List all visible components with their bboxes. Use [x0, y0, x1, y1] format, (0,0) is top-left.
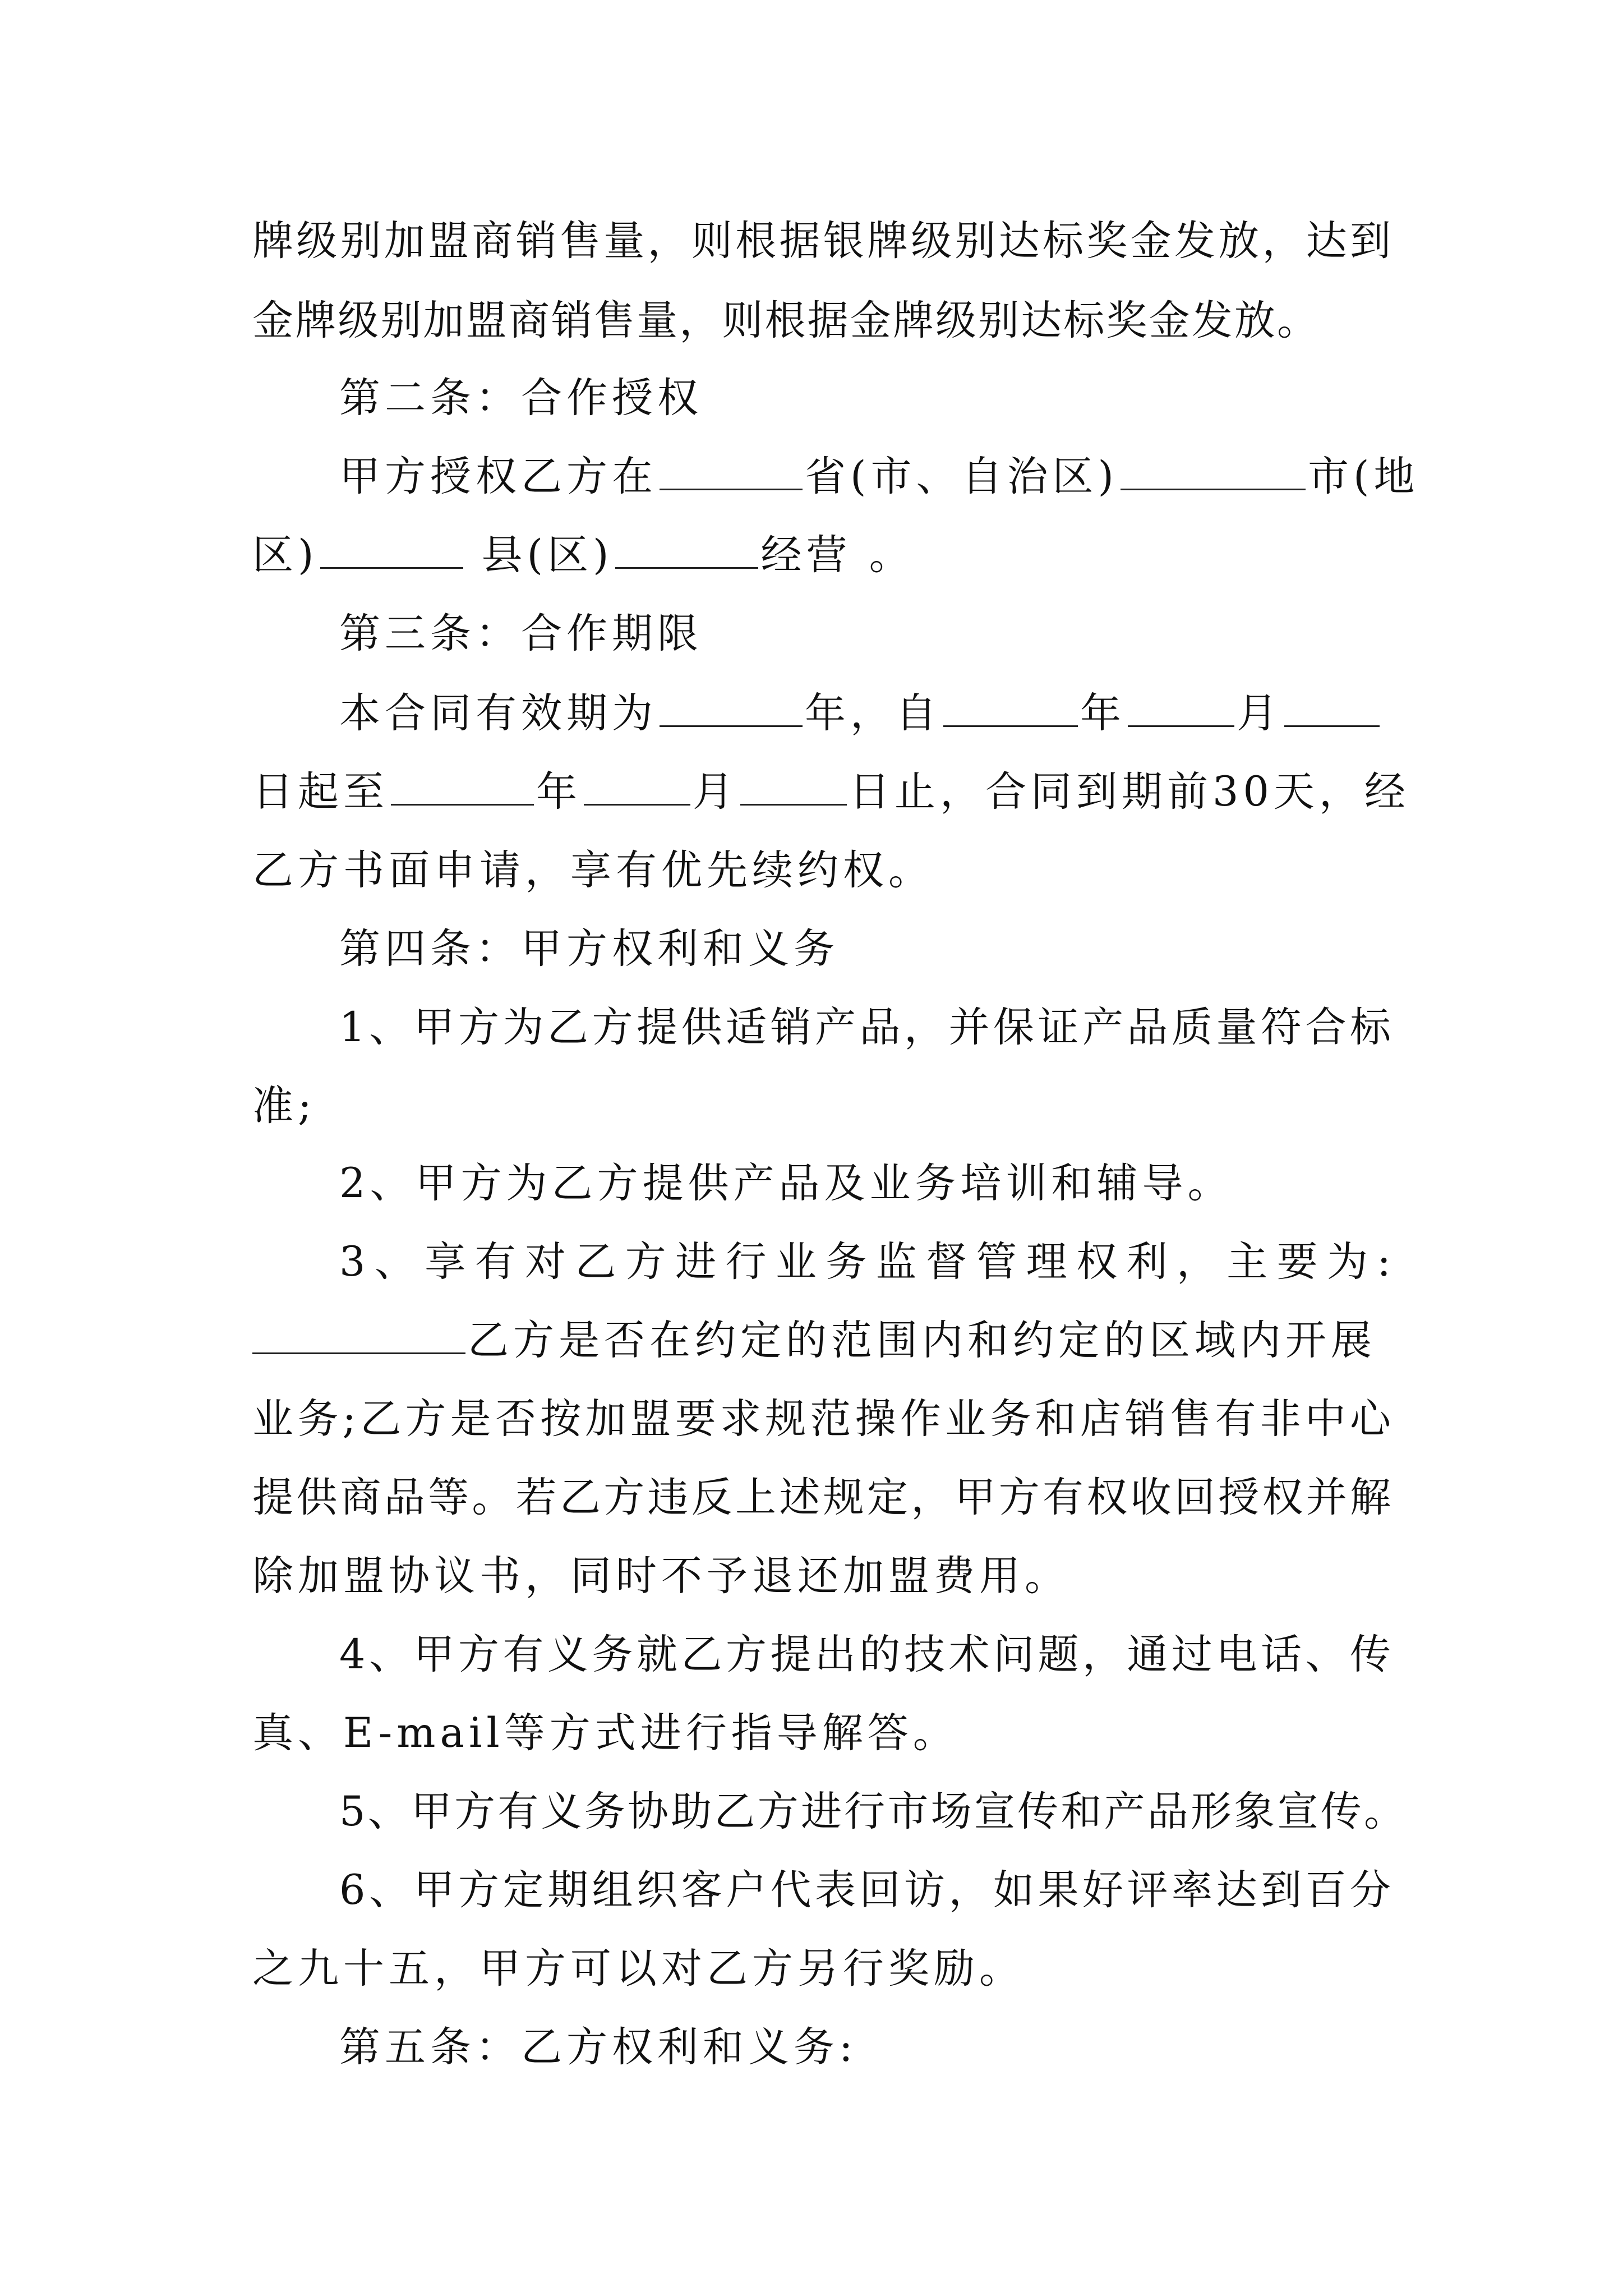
text-line: 3、享有对乙方进行业务监督管理权利，主要为:	[339, 1238, 1391, 1286]
fill-blank[interactable]	[1128, 692, 1234, 727]
text-segment: 区)	[252, 531, 319, 579]
text-segment: 经营 。	[760, 531, 915, 579]
text-line	[252, 1313, 1391, 1369]
text-line: 除加盟协议书，同时不予退还加盟费用。	[252, 1552, 1070, 1600]
fill-blank[interactable]	[391, 770, 534, 806]
text-line: 之九十五，甲方可以对乙方另行奖励。	[252, 1945, 1025, 1993]
text-segment: 甲方授权乙方在	[339, 453, 657, 500]
text-line: 准;	[252, 1082, 316, 1130]
article-heading: 第三条：合作期限	[339, 610, 703, 657]
text-line: 乙方书面申请，享有优先续约权。	[252, 846, 934, 894]
text-segment: 市(地	[1307, 453, 1419, 500]
text-line: 提供商品等。若乙方违反上述规定，甲方有权收回授权并解	[252, 1474, 1391, 1521]
text-segment: 乙方是否在约定的范围内和约定的区域内开展	[468, 1317, 1376, 1364]
text-segment: 年	[1080, 689, 1126, 737]
article-heading: 第五条：乙方权利和义务:	[339, 2023, 857, 2071]
fill-blank[interactable]	[1121, 455, 1306, 490]
text-line: 真、E-mail等方式进行指导解答。	[252, 1709, 958, 1757]
text-line: 6、甲方定期组织客户代表回访，如果好评率达到百分	[339, 1866, 1391, 1914]
text-segment: 月	[1237, 689, 1282, 737]
text-segment: 月	[693, 768, 738, 816]
fill-blank[interactable]	[943, 692, 1078, 727]
text-segment: 年	[536, 768, 582, 816]
text-line	[339, 685, 1391, 742]
text-line: 2、甲方为乙方提供产品及业务培训和辅导。	[339, 1159, 1233, 1207]
text-line: 5、甲方有义务协助乙方进行市场宣传和产品形象宣传。	[339, 1788, 1405, 1835]
text-line: 4、甲方有义务就乙方提出的技术问题，通过电话、传	[339, 1631, 1391, 1678]
fill-blank[interactable]	[740, 770, 847, 806]
fill-blank[interactable]	[615, 533, 758, 569]
text-segment: 省(市、自治区)	[805, 453, 1118, 500]
text-segment: 年，自	[805, 689, 941, 737]
text-line: 牌级别加盟商销售量，则根据银牌级别达标奖金发放，达到	[252, 217, 1391, 265]
text-line	[339, 449, 1419, 505]
article-heading: 第二条：合作授权	[339, 374, 703, 422]
article-heading: 第四条：甲方权利和义务	[339, 925, 839, 973]
fill-blank[interactable]	[252, 1319, 465, 1354]
text-line	[252, 527, 1391, 583]
text-segment: 日起至	[252, 768, 389, 816]
fill-blank[interactable]	[660, 692, 803, 727]
text-segment: 县(区)	[481, 531, 614, 579]
text-line: 业务;乙方是否按加盟要求规范操作业务和店销售有非中心	[252, 1395, 1391, 1443]
fill-blank[interactable]	[584, 770, 690, 806]
text-line: 1、甲方为乙方提供适销产品，并保证产品质量符合标	[339, 1004, 1391, 1051]
fill-blank[interactable]	[660, 455, 803, 490]
fill-blank[interactable]	[1284, 692, 1380, 727]
text-line: 金牌级别加盟商销售量，则根据金牌级别达标奖金发放。	[252, 297, 1318, 344]
fill-blank[interactable]	[320, 533, 463, 569]
text-line	[252, 764, 1410, 820]
text-segment: 本合同有效期为	[339, 689, 657, 737]
text-segment: 日止，合同到期前30天，经	[849, 768, 1410, 816]
